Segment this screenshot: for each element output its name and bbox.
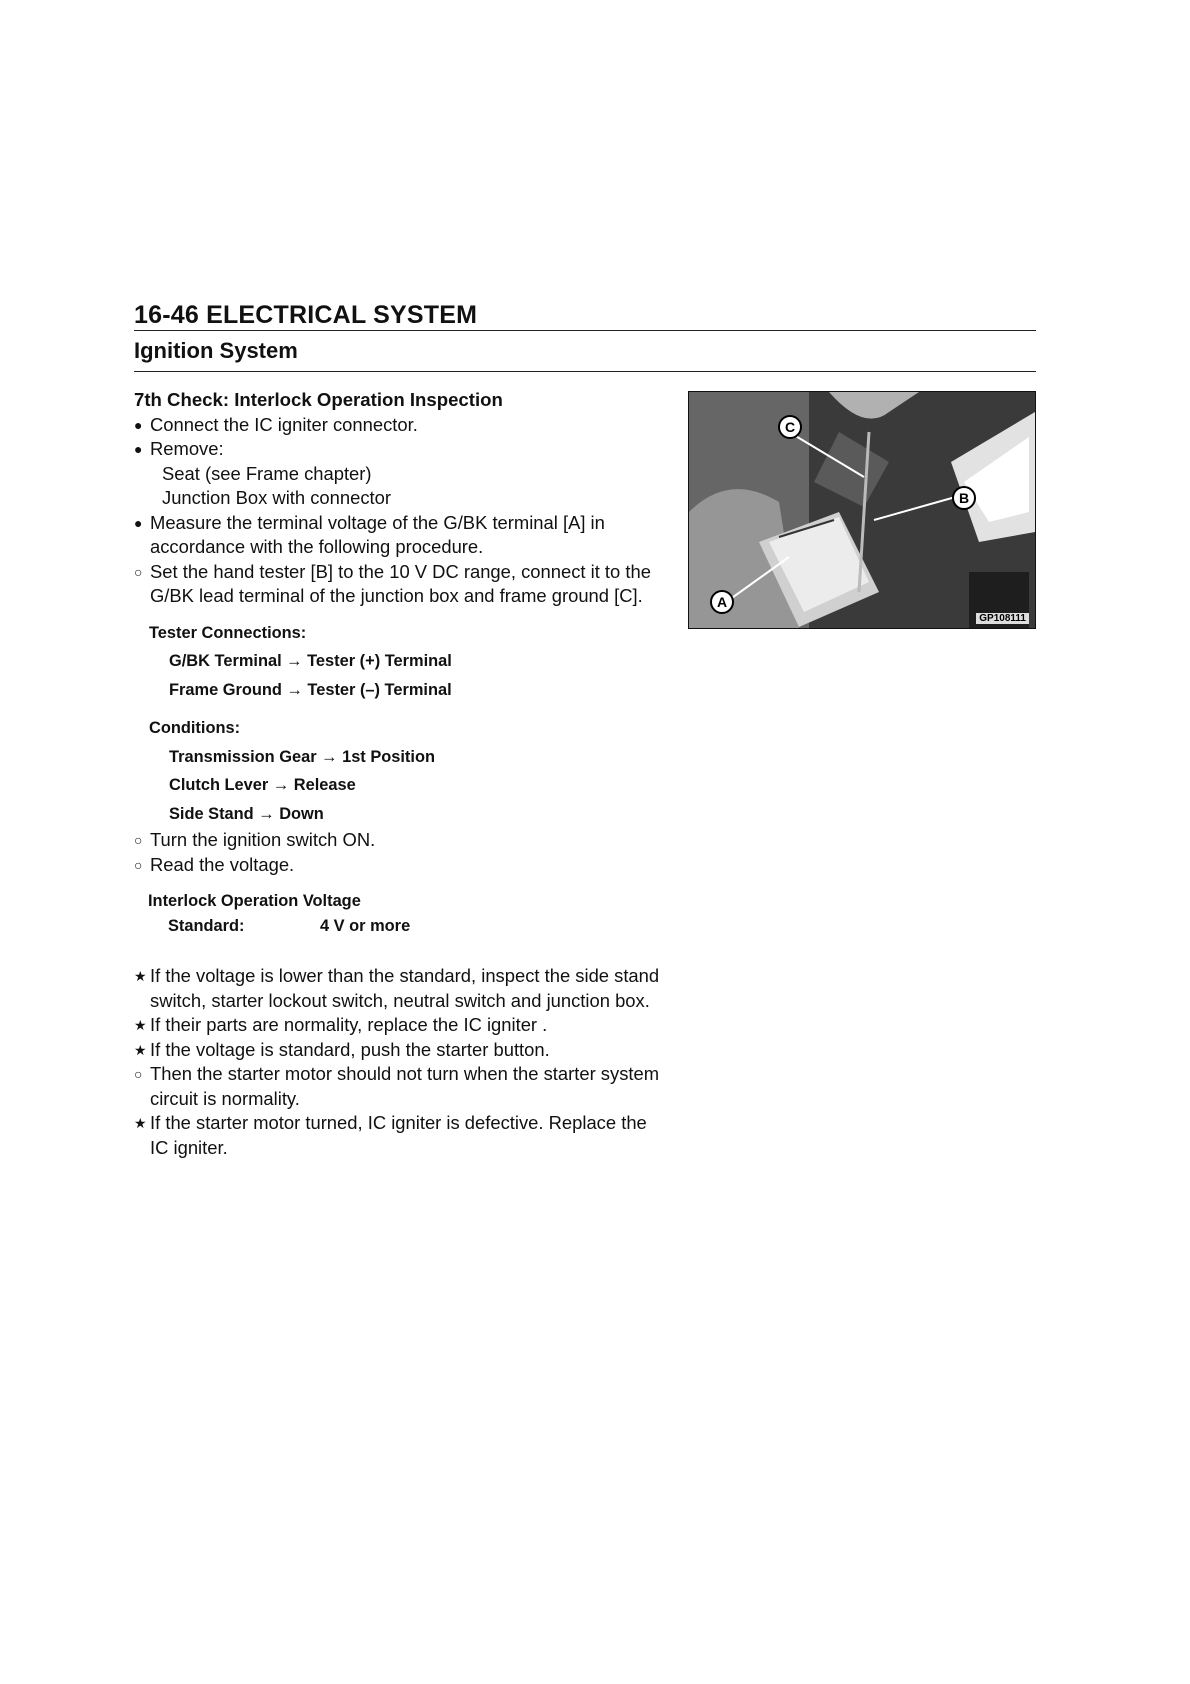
tester-connection-line: G/BK Terminal → Tester (+) Terminal xyxy=(169,652,452,670)
spec-label: Standard: xyxy=(168,916,245,935)
condition-line: Transmission Gear → 1st Position xyxy=(169,747,435,766)
header-rule xyxy=(134,330,1036,331)
step-measure: ● Measure the terminal voltage of the G/BK terminal [A] in accordance with the following procedure. xyxy=(134,511,605,557)
star-icon: ★ xyxy=(134,1017,147,1033)
spec-value: 4 V or more xyxy=(320,916,411,935)
content xyxy=(134,388,664,1160)
spec-block xyxy=(148,889,664,938)
page-title: 16-46 ELECTRICAL SYSTEM xyxy=(134,301,478,329)
bullet-icon: ● xyxy=(134,514,143,531)
check-heading: 7th Check: Interlock Operation Inspection xyxy=(134,389,503,410)
note-defective: ★ If the starter motor turned, IC igniter is defective. Replace the IC igniter. xyxy=(134,1112,647,1158)
tester-connection-line: Frame Ground → Tester (–) Terminal xyxy=(169,680,452,699)
spec-row xyxy=(168,914,664,939)
star-icon: ★ xyxy=(134,1041,147,1058)
circle-icon: ○ xyxy=(134,832,143,848)
note-lower: ★ If the voltage is lower than the standard, inspect the side stand switch, starter lockout switch, neutral switch and junction box. xyxy=(134,965,660,1011)
spec-heading: Interlock Operation Voltage xyxy=(148,892,361,910)
step-remove: ● Remove: xyxy=(134,437,664,462)
figure-code: GP108111 xyxy=(976,613,1029,624)
note-standard: ★ If the voltage is standard, push the starter button. xyxy=(134,1038,664,1063)
page-header xyxy=(134,300,1036,372)
star-icon: ★ xyxy=(134,968,147,984)
condition-line: Side Stand → Down xyxy=(169,804,324,823)
star-icon: ★ xyxy=(134,1115,147,1131)
remove-item: Junction Box with connector xyxy=(162,487,391,508)
step-read: ○ Read the voltage. xyxy=(134,853,664,878)
note-then: ○ Then the starter motor should not turn when the starter system circuit is normality. xyxy=(134,1063,660,1109)
section-rule xyxy=(134,371,1036,372)
conditions-heading: Conditions: xyxy=(149,719,241,737)
label-c: C xyxy=(778,415,802,439)
bullet-icon: ● xyxy=(134,441,143,457)
remove-item: Seat (see Frame chapter) xyxy=(162,462,372,484)
condition-line: Clutch Lever → Release xyxy=(169,776,356,794)
label-b: B xyxy=(952,486,976,510)
tester-connections-heading: Tester Connections: xyxy=(149,623,307,642)
label-a: A xyxy=(710,590,734,614)
circle-icon: ○ xyxy=(134,856,143,873)
section-title: Ignition System xyxy=(134,338,298,363)
inspection-photo xyxy=(688,391,1036,629)
circle-icon: ○ xyxy=(134,1066,143,1082)
bullet-icon: ● xyxy=(134,416,143,433)
step-turn-on: ○ Turn the ignition switch ON. xyxy=(134,828,664,853)
note-normal: ★ If their parts are normality, replace the IC igniter . xyxy=(134,1013,664,1038)
tester-connections xyxy=(149,619,664,705)
step-connect: ● Connect the IC igniter connector. xyxy=(134,413,664,438)
circle-icon: ○ xyxy=(134,563,143,580)
step-set-tester: ○ Set the hand tester [B] to the 10 V DC range, connect it to the G/BK lead terminal of the junction box and frame ground [C]. xyxy=(134,560,651,606)
conditions xyxy=(149,714,664,828)
photo-illustration xyxy=(689,392,1035,628)
